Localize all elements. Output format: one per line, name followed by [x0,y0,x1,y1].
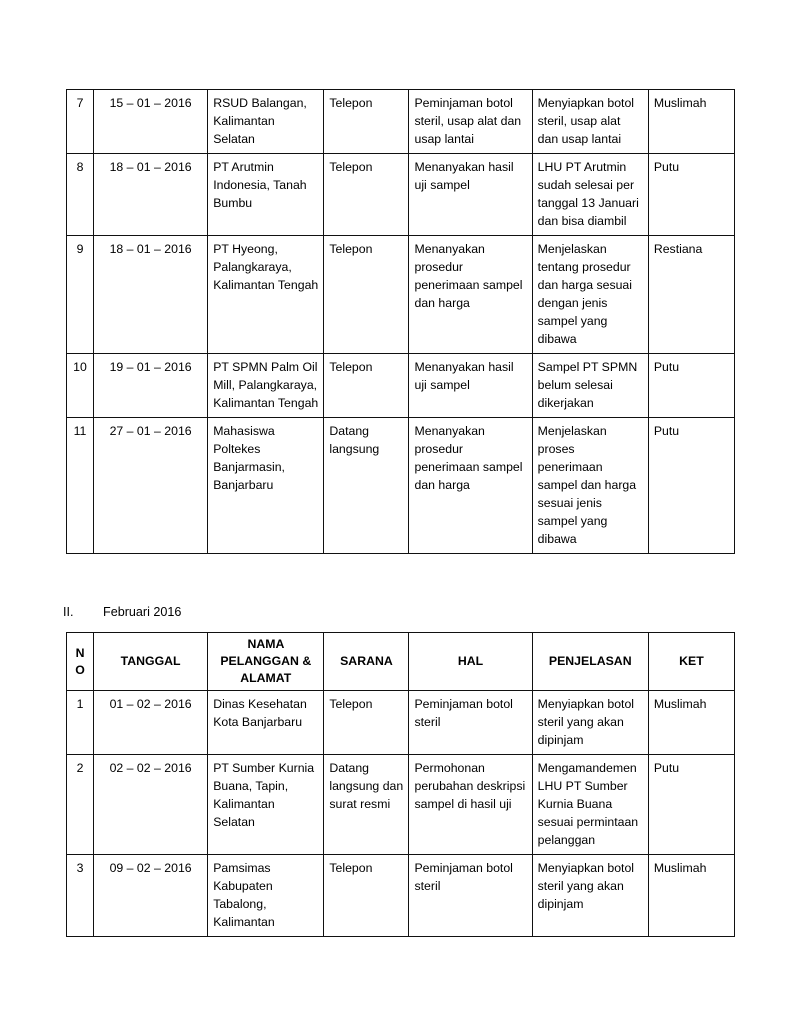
cell-no: 7 [67,90,94,154]
table-februari-header [67,633,735,691]
cell-ket: Putu [648,755,734,855]
cell-sarana: Telepon [324,236,409,354]
column-header-no-line1: N [75,645,85,660]
cell-ket: Restiana [648,236,734,354]
table-februari-body [67,691,735,937]
cell-tanggal: 02 – 02 – 2016 [94,755,208,855]
cell-penjelasan: Menyiapkan botol steril yang akan dipinjam [532,855,648,937]
cell-ket: Muslimah [648,691,734,755]
cell-no: 3 [67,855,94,937]
cell-penjelasan: Menjelaskan proses penerimaan sampel dan harga sesuai jenis sampel yang dibawa [532,418,648,554]
column-header-ket: KET [648,633,734,691]
cell-penjelasan: LHU PT Arutmin sudah selesai per tanggal 13 Januari dan bisa diambil [532,154,648,236]
table-row [67,154,735,236]
table-row [67,855,735,937]
cell-nama-pelanggan-alamat: PT Arutmin Indonesia, Tanah Bumbu [208,154,324,236]
section-heading-februari [63,603,181,621]
cell-nama-pelanggan-alamat: PT Sumber Kurnia Buana, Tapin, Kalimantan Selatan [208,755,324,855]
table-row [67,755,735,855]
column-header-sarana: SARANA [324,633,409,691]
table-februari [66,632,735,937]
table-januari-body [67,90,735,554]
cell-hal: Permohonan perubahan deskripsi sampel di hasil uji [409,755,532,855]
cell-hal: Menanyakan hasil uji sampel [409,154,532,236]
cell-tanggal: 01 – 02 – 2016 [94,691,208,755]
cell-no: 1 [67,691,94,755]
column-header-tanggal: TANGGAL [94,633,208,691]
cell-no: 8 [67,154,94,236]
column-header-nama-line2: PELANGGAN [220,654,299,668]
table-row [67,354,735,418]
cell-no: 10 [67,354,94,418]
section-label: Februari 2016 [103,605,182,619]
column-header-nama-line1: NAMA [247,637,284,651]
cell-sarana: Telepon [324,154,409,236]
cell-hal: Menanyakan hasil uji sampel [409,354,532,418]
cell-ket: Putu [648,154,734,236]
cell-penjelasan: Menyiapkan botol steril, usap alat dan usap lantai [532,90,648,154]
column-header-no-line2: O [75,662,85,677]
cell-penjelasan: Sampel PT SPMN belum selesai dikerjakan [532,354,648,418]
cell-tanggal: 18 – 01 – 2016 [94,236,208,354]
cell-no: 2 [67,755,94,855]
cell-nama-pelanggan-alamat: PT SPMN Palm Oil Mill, Palangkaraya, Kalimantan Tengah [208,354,324,418]
cell-tanggal: 09 – 02 – 2016 [94,855,208,937]
cell-nama-pelanggan-alamat: RSUD Balangan, Kalimantan Selatan [208,90,324,154]
column-header-nama-line3: & ALAMAT [240,654,312,685]
cell-ket: Muslimah [648,90,734,154]
table-header-row [67,633,735,691]
cell-nama-pelanggan-alamat: Pamsimas Kabupaten Tabalong, Kalimantan [208,855,324,937]
cell-tanggal: 18 – 01 – 2016 [94,154,208,236]
cell-hal: Peminjaman botol steril, usap alat dan usap lantai [409,90,532,154]
cell-hal: Peminjaman botol steril [409,691,532,755]
table-januari [66,89,735,554]
cell-sarana: Telepon [324,90,409,154]
cell-ket: Putu [648,354,734,418]
cell-sarana: Datang langsung [324,418,409,554]
column-header-penjelasan: PENJELASAN [532,633,648,691]
cell-nama-pelanggan-alamat: Dinas Kesehatan Kota Banjarbaru [208,691,324,755]
cell-ket: Putu [648,418,734,554]
cell-hal: Menanyakan prosedur penerimaan sampel dan harga [409,418,532,554]
cell-sarana: Telepon [324,354,409,418]
column-header-nama-pelanggan-alamat [208,633,324,691]
column-header-hal: HAL [409,633,532,691]
cell-no: 11 [67,418,94,554]
section-numeral: II. [63,605,74,619]
cell-penjelasan: Menjelaskan tentang prosedur dan harga sesuai dengan jenis sampel yang dibawa [532,236,648,354]
table-row [67,90,735,154]
cell-tanggal: 19 – 01 – 2016 [94,354,208,418]
cell-ket: Muslimah [648,855,734,937]
cell-sarana: Telepon [324,855,409,937]
cell-penjelasan: Menyiapkan botol steril yang akan dipinjam [532,691,648,755]
cell-tanggal: 15 – 01 – 2016 [94,90,208,154]
cell-tanggal: 27 – 01 – 2016 [94,418,208,554]
cell-hal: Peminjaman botol steril [409,855,532,937]
table-row [67,418,735,554]
table-row [67,236,735,354]
cell-sarana: Telepon [324,691,409,755]
cell-hal: Menanyakan prosedur penerimaan sampel dan harga [409,236,532,354]
cell-nama-pelanggan-alamat: PT Hyeong, Palangkaraya, Kalimantan Tengah [208,236,324,354]
cell-no: 9 [67,236,94,354]
cell-nama-pelanggan-alamat: Mahasiswa Poltekes Banjarmasin, Banjarbaru [208,418,324,554]
cell-penjelasan: Mengamandemen LHU PT Sumber Kurnia Buana sesuai permintaan pelanggan [532,755,648,855]
column-header-no [67,633,94,691]
cell-sarana: Datang langsung dan surat resmi [324,755,409,855]
table-row [67,691,735,755]
